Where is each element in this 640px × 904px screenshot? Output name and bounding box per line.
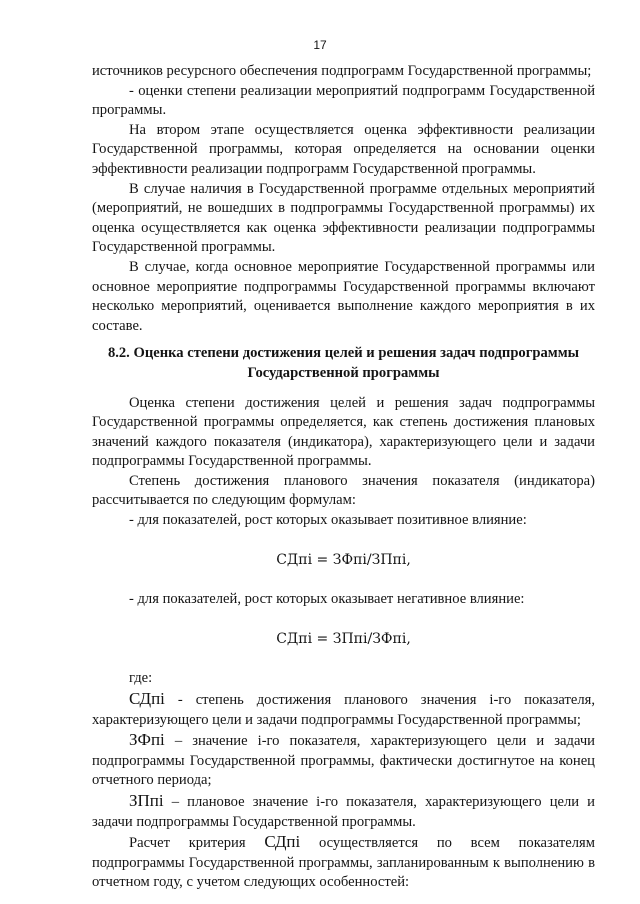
final-text-after: осуществляется по всем показателям подпрограммы Государственной программы, запланированным к выполнению в отчетном году, с учетом следующих особенностей: (92, 835, 595, 891)
positive-label: - для показателей, рост которых оказывает позитивное влияние: (129, 512, 527, 529)
formula-negative: СДпi = ЗПпi/ЗФпi, (276, 630, 411, 647)
final-text-before: Расчет критерия (129, 835, 265, 852)
definition-text: - степень достижения планового значения i-го показателя, характеризующего цели и задачи подпрограммы Государственной программы; (92, 692, 595, 728)
section-heading: 8.2. Оценка степени достижения целей и решения задач подпрограммы Государственной программы (107, 345, 580, 381)
paragraph: Оценка степени достижения целей и решения задач подпрограммы Государственной программы определяется, как степень достижения плановых значений каждого показателя (индикатора), характеризующего цели и задачи подпрограммы Государственной программы. (92, 394, 595, 470)
page-content (92, 62, 595, 893)
definition-item (92, 689, 595, 730)
negative-label: - для показателей, рост которых оказывает негативное влияние: (129, 591, 525, 608)
definition-text: – плановое значение i-го показателя, характеризующего цели и задачи подпрограммы Государственной программы. (92, 794, 595, 830)
page-number: 17 (313, 38, 327, 52)
paragraph: Степень достижения планового значения показателя (индикатора) рассчитывается по следующим формулам: (92, 472, 595, 509)
paragraph: - оценки степени реализации мероприятий подпрограмм Государственной программы. (92, 82, 595, 119)
paragraph: В случае наличия в Государственной программе отдельных мероприятий (мероприятий, не вошедших в подпрограммы Государственной программы) их оценка осуществляется как оценка эффективности реализации подпрограммы Государственной программы. (92, 180, 595, 256)
paragraph: На втором этапе осуществляется оценка эффективности реализации Государственной программы, которая определяется на основании оценки эффективности реализации подпрограмм Государственной программы. (92, 121, 595, 177)
formula-positive: СДпi = ЗФпi/ЗПпi, (276, 551, 411, 568)
paragraph: источников ресурсного обеспечения подпрограмм Государственной программы; (92, 63, 592, 79)
definition-item (92, 791, 595, 832)
final-paragraph (92, 832, 595, 893)
definition-item (92, 730, 595, 791)
definition-symbol: ЗПпi (129, 791, 164, 810)
definition-symbol: СДпi (129, 689, 165, 709)
paragraph: В случае, когда основное мероприятие Государственной программы или основное мероприятие подпрограммы Государственной программы включают несколько мероприятий, оценивается выполнение каждого мероприятия в их составе. (92, 258, 595, 334)
criterion-symbol: СДпi (264, 832, 301, 852)
where-label: где: (129, 670, 153, 687)
definition-text: – значение i-го показателя, характеризующего цели и задачи подпрограммы Государственной программы, фактически достигнутое на конец отчетного периода; (92, 733, 595, 789)
definition-symbol: ЗФпi (129, 730, 165, 750)
